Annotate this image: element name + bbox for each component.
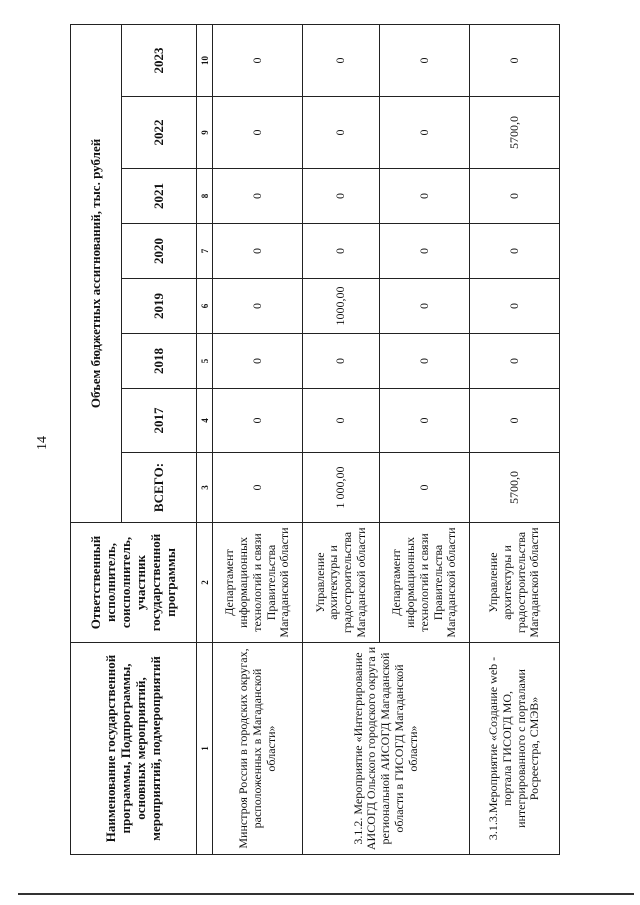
value-cell: 0 — [303, 389, 380, 453]
row-executor: Управление архитектуры и градостроительства Магаданской области — [303, 523, 380, 643]
value-cell: 0 — [380, 279, 470, 334]
value-cell: 0 — [380, 97, 470, 169]
value-cell: 0 — [470, 334, 560, 389]
value-cell: 0 — [213, 169, 303, 224]
table-row — [470, 24, 560, 854]
row-name: Минстроя России в городских округах, расположенных в Магаданской области» — [213, 643, 303, 855]
value-cell: 0 — [213, 279, 303, 334]
header-year: 2018 — [122, 334, 197, 389]
page-number: 14 — [35, 436, 50, 450]
value-cell: 0 — [380, 169, 470, 224]
value-cell: 0 — [380, 224, 470, 279]
value-cell: 0 — [213, 97, 303, 169]
header-name: Наименование государственной программы, Подпрограммы, основных мероприятий, мероприятий, подмероприятий — [71, 643, 197, 855]
header-year: 2020 — [122, 224, 197, 279]
header-year: 2021 — [122, 169, 197, 224]
value-cell: 0 — [303, 97, 380, 169]
index-cell: 5 — [197, 334, 213, 389]
value-cell: 0 — [303, 169, 380, 224]
value-cell: 0 — [213, 334, 303, 389]
value-cell: 1000,00 — [303, 279, 380, 334]
index-cell: 10 — [197, 24, 213, 96]
header-year: 2019 — [122, 279, 197, 334]
row-executor: Управление архитектуры и градостроительства Магаданской области — [470, 523, 560, 643]
value-cell: 0 — [470, 389, 560, 453]
value-cell: 0 — [470, 224, 560, 279]
header-budget: Объем бюджетных ассигнований, тыс. рублей — [71, 24, 122, 522]
value-cell: 0 — [470, 279, 560, 334]
header-year: 2023 — [122, 24, 197, 96]
index-cell: 7 — [197, 224, 213, 279]
header-executor: Ответственный исполнитель, соисполнитель, участник государственной программы — [71, 523, 197, 643]
row-name: 3.1.3.Мероприятие «Создание web - портала ГИСОГД МО, интегрированного с порталами Росреестра, СМЭВ» — [470, 643, 560, 855]
value-cell: 0 — [380, 389, 470, 453]
value-cell: 5700,0 — [470, 97, 560, 169]
value-cell: 0 — [303, 334, 380, 389]
index-cell: 2 — [197, 523, 213, 643]
page-bottom-edge — [18, 893, 634, 895]
value-cell: 0 — [380, 334, 470, 389]
row-name: 3.1.2. Мероприятие «Интегрирование АИСОГД Ольского городского округа и региональной АИСОГД Магаданской области в ГИСОГД Магаданской области» — [303, 643, 470, 855]
header-year: 2017 — [122, 389, 197, 453]
index-cell: 3 — [197, 453, 213, 523]
index-cell: 4 — [197, 389, 213, 453]
row-executor: Департамент информационных технологий и связи Правительства Магаданской области — [380, 523, 470, 643]
table-row — [303, 24, 380, 854]
value-cell: 0 — [380, 453, 470, 523]
value-cell: 1 000,00 — [303, 453, 380, 523]
budget-table — [70, 24, 560, 855]
value-cell: 0 — [470, 24, 560, 96]
header-year: 2022 — [122, 97, 197, 169]
value-cell: 0 — [303, 24, 380, 96]
value-cell: 0 — [303, 224, 380, 279]
value-cell: 0 — [213, 389, 303, 453]
index-cell: 9 — [197, 97, 213, 169]
row-executor: Департамент информационных технологий и связи Правительства Магаданской области — [213, 523, 303, 643]
rotated-page — [70, 25, 560, 855]
index-cell: 8 — [197, 169, 213, 224]
value-cell: 5700,0 — [470, 453, 560, 523]
value-cell: 0 — [213, 453, 303, 523]
value-cell: 0 — [380, 24, 470, 96]
header-total: ВСЕГО: — [122, 453, 197, 523]
value-cell: 0 — [213, 24, 303, 96]
table-row — [213, 24, 303, 854]
value-cell: 0 — [470, 169, 560, 224]
index-cell: 6 — [197, 279, 213, 334]
value-cell: 0 — [213, 224, 303, 279]
index-cell: 1 — [197, 643, 213, 855]
